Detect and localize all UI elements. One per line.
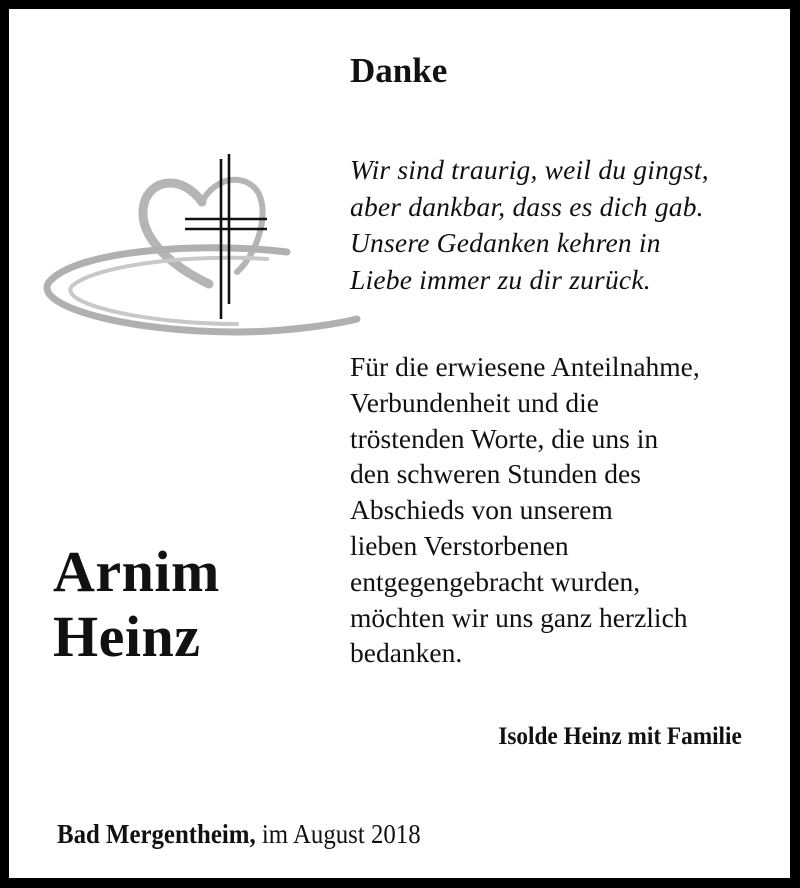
thanks-line: lieben Verstorbenen <box>350 529 569 561</box>
thanks-text <box>350 349 700 671</box>
place-date <box>57 817 421 851</box>
thanks-line: tröstenden Worte, die uns in <box>350 422 659 454</box>
deceased-name <box>53 539 220 669</box>
poem-line: Unsere Gedanken kehren in <box>350 227 661 259</box>
deceased-first-name: Arnim <box>53 539 220 604</box>
poem-line: Wir sind traurig, weil du gingst, <box>350 154 709 185</box>
thanks-line: Für die erwiesene Anteilnahme, <box>350 351 700 382</box>
notice-heading: Danke <box>350 51 448 90</box>
thanks-line: Abschieds von unserem <box>350 494 613 526</box>
thanks-line: den schweren Stunden des <box>350 458 641 490</box>
deceased-last-name: Heinz <box>53 604 201 669</box>
poem-line: Liebe immer zu dir zurück. <box>350 264 651 296</box>
thanks-line: entgegengebracht wurden, <box>350 565 641 597</box>
thanks-line: Verbundenheit und die <box>350 386 599 418</box>
thanks-line: möchten wir uns ganz herzlich <box>350 601 688 633</box>
poem-line: aber dankbar, dass es dich gab. <box>350 190 704 222</box>
date-text: im August 2018 <box>261 819 421 849</box>
heart-icon <box>143 180 263 284</box>
signature: Isolde Heinz mit Familie <box>498 723 742 750</box>
place-name: Bad Mergentheim, <box>57 819 256 849</box>
swoosh-icon <box>47 248 357 332</box>
poem <box>350 152 709 299</box>
thanks-line: bedanken. <box>350 637 463 669</box>
heart-cross-emblem-icon <box>37 154 367 354</box>
